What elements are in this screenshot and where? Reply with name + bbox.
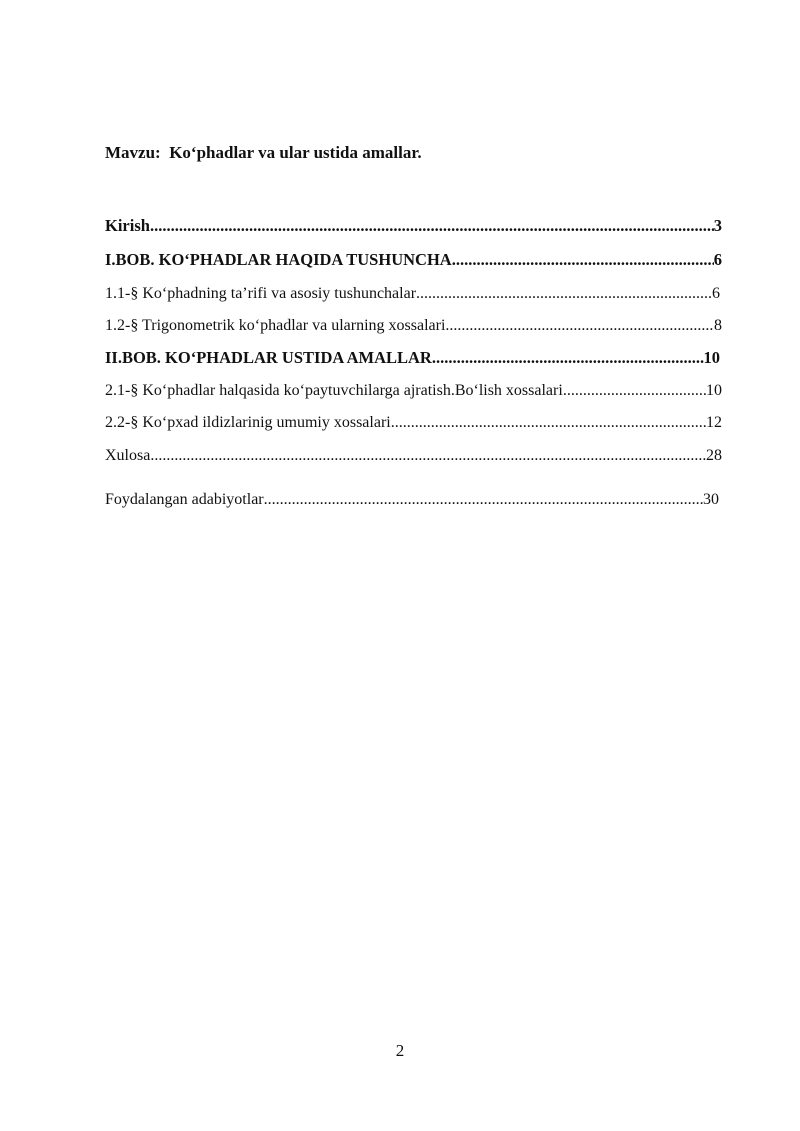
toc-entry-text: 1.2-§ Trigonometrik ko‘phadlar va ularning xossalari bbox=[105, 317, 446, 334]
toc-leader-dots bbox=[264, 490, 703, 510]
page-number: 2 bbox=[395, 1041, 405, 1060]
toc-entry-text: II.BOB. KO‘PHADLAR USTIDA AMALLAR bbox=[105, 348, 432, 367]
toc-entry-text: 1.1-§ Ko‘phadning ta’rifi va asosiy tushunchalar bbox=[105, 285, 417, 302]
toc-entry-text: Kirish bbox=[105, 216, 150, 235]
toc-entry-text: I.BOB. KO‘PHADLAR HAQIDA TUSHUNCHA bbox=[105, 250, 452, 269]
toc-entry-text: Xulosa bbox=[105, 447, 151, 464]
toc-entry-section-1-2 bbox=[105, 316, 722, 336]
toc-entry-page: 3 bbox=[713, 216, 722, 235]
toc-entry-text: 2.2-§ Ko‘pxad ildizlarinig umumiy xossalari bbox=[105, 414, 391, 431]
toc-leader-dots bbox=[563, 381, 706, 401]
toc-entry-page: 6 bbox=[712, 285, 720, 302]
toc-entry-page: 30 bbox=[703, 491, 719, 508]
toc-leader-dots bbox=[391, 413, 706, 433]
toc-entry-page: 8 bbox=[714, 317, 722, 334]
document-title: Mavzu: Ko‘phadlar va ular ustida amallar. bbox=[105, 143, 422, 162]
toc-leader-dots bbox=[452, 250, 714, 270]
toc-leader-dots bbox=[432, 348, 704, 368]
toc-entry-text: Foydalangan adabiyotlar bbox=[105, 491, 264, 508]
toc-leader-dots bbox=[416, 284, 712, 304]
toc-entry-section-2-2 bbox=[105, 413, 722, 433]
toc-entry-page: 12 bbox=[706, 414, 722, 431]
toc-entry-chapter-2 bbox=[105, 348, 720, 368]
toc-entry-text: 2.1-§ Ko‘phadlar halqasida ko‘paytuvchilarga ajratish.Bo‘lish xossalari bbox=[105, 382, 563, 399]
toc-leader-dots bbox=[150, 216, 714, 236]
toc-entry-xulosa bbox=[105, 446, 722, 466]
toc-leader-dots bbox=[150, 446, 706, 466]
toc-entry-section-1-1 bbox=[105, 284, 720, 304]
toc-entry-chapter-1 bbox=[105, 250, 722, 270]
toc-entry-section-2-1 bbox=[105, 381, 722, 401]
toc-entry-page: 6 bbox=[713, 250, 722, 269]
toc-entry-page: 10 bbox=[703, 348, 720, 367]
toc-leader-dots bbox=[445, 316, 714, 336]
toc-entry-references bbox=[105, 490, 719, 510]
toc-entry-page: 10 bbox=[706, 382, 722, 399]
toc-entry-kirish bbox=[105, 216, 722, 236]
toc-entry-page: 28 bbox=[706, 447, 722, 464]
